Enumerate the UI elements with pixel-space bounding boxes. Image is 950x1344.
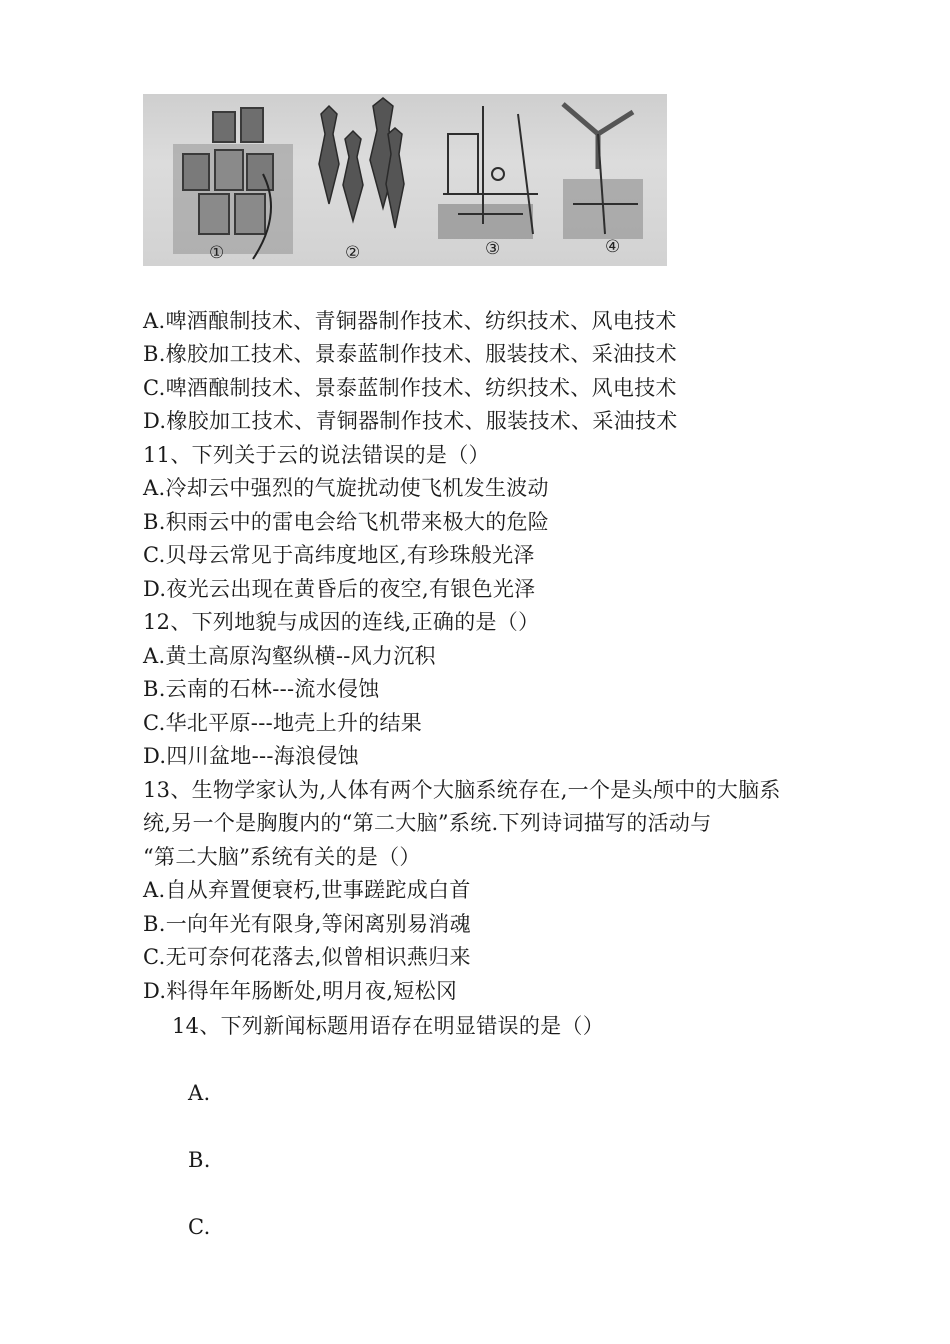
q11-option-a: A.冷却云中强烈的气旋扰动使飞机发生波动 — [143, 476, 549, 500]
figure-label-2: ② — [345, 243, 361, 263]
q10-option-a: A.啤酒酿制技术、青铜器制作技术、纺织技术、风电技术 — [143, 309, 677, 333]
q11-option-d: D.夜光云出现在黄昏后的夜空,有银色光泽 — [143, 577, 536, 601]
figure-label-4: ④ — [605, 237, 621, 257]
q11-stem: 11、下列关于云的说法错误的是（） — [143, 443, 490, 467]
figure-panel-3 — [438, 106, 538, 239]
q14-option-b: B. — [188, 1148, 211, 1172]
q13-option-a: A.自从弃置便衰朽,世事蹉跎成白首 — [143, 878, 471, 902]
q14-option-c: C. — [188, 1215, 211, 1239]
q13-stem-line-2: 统,另一个是胸腹内的“第二大脑”系统.下列诗词描写的活动与 — [143, 811, 712, 835]
q13-option-c: C.无可奈何花落去,似曾相识燕归来 — [143, 945, 471, 969]
figure-panel-4 — [563, 104, 643, 239]
q14-option-a: A. — [188, 1081, 211, 1105]
q12-option-c: C.华北平原---地壳上升的结果 — [143, 711, 423, 735]
figure-label-3: ③ — [485, 239, 501, 259]
q13-stem-line-1: 13、生物学家认为,人体有两个大脑系统存在,一个是头颅中的大脑系 — [143, 778, 781, 802]
q14-stem: 14、下列新闻标题用语存在明显错误的是（） — [172, 1014, 605, 1038]
q12-stem: 12、下列地貌与成因的连线,正确的是（） — [143, 610, 540, 634]
figure-panel-2 — [319, 98, 404, 228]
q12-option-a: A.黄土高原沟壑纵横--风力沉积 — [143, 644, 436, 668]
q10-option-b: B.橡胶加工技术、景泰蓝制作技术、服装技术、采油技术 — [143, 342, 677, 366]
q13-option-b: B.一向年光有限身,等闲离别易消魂 — [143, 912, 471, 936]
figure-label-1: ① — [209, 243, 225, 263]
q11-option-c: C.贝母云常见于高纬度地区,有珍珠般光泽 — [143, 543, 535, 567]
q10-option-c: C.啤酒酿制技术、景泰蓝制作技术、纺织技术、风电技术 — [143, 376, 677, 400]
q12-option-d: D.四川盆地---海浪侵蚀 — [143, 744, 359, 768]
figure-illustration — [143, 94, 667, 266]
q13-option-d: D.料得年年肠断处,明月夜,短松冈 — [143, 979, 458, 1003]
q10-option-d: D.橡胶加工技术、青铜器制作技术、服装技术、采油技术 — [143, 409, 678, 433]
q12-option-b: B.云南的石林---流水侵蚀 — [143, 677, 380, 701]
question-figure-image — [143, 94, 667, 266]
q11-option-b: B.积雨云中的雷电会给飞机带来极大的危险 — [143, 510, 550, 534]
q13-stem-line-3: “第二大脑”系统有关的是（） — [143, 845, 421, 869]
figure-panel-1 — [173, 108, 293, 259]
